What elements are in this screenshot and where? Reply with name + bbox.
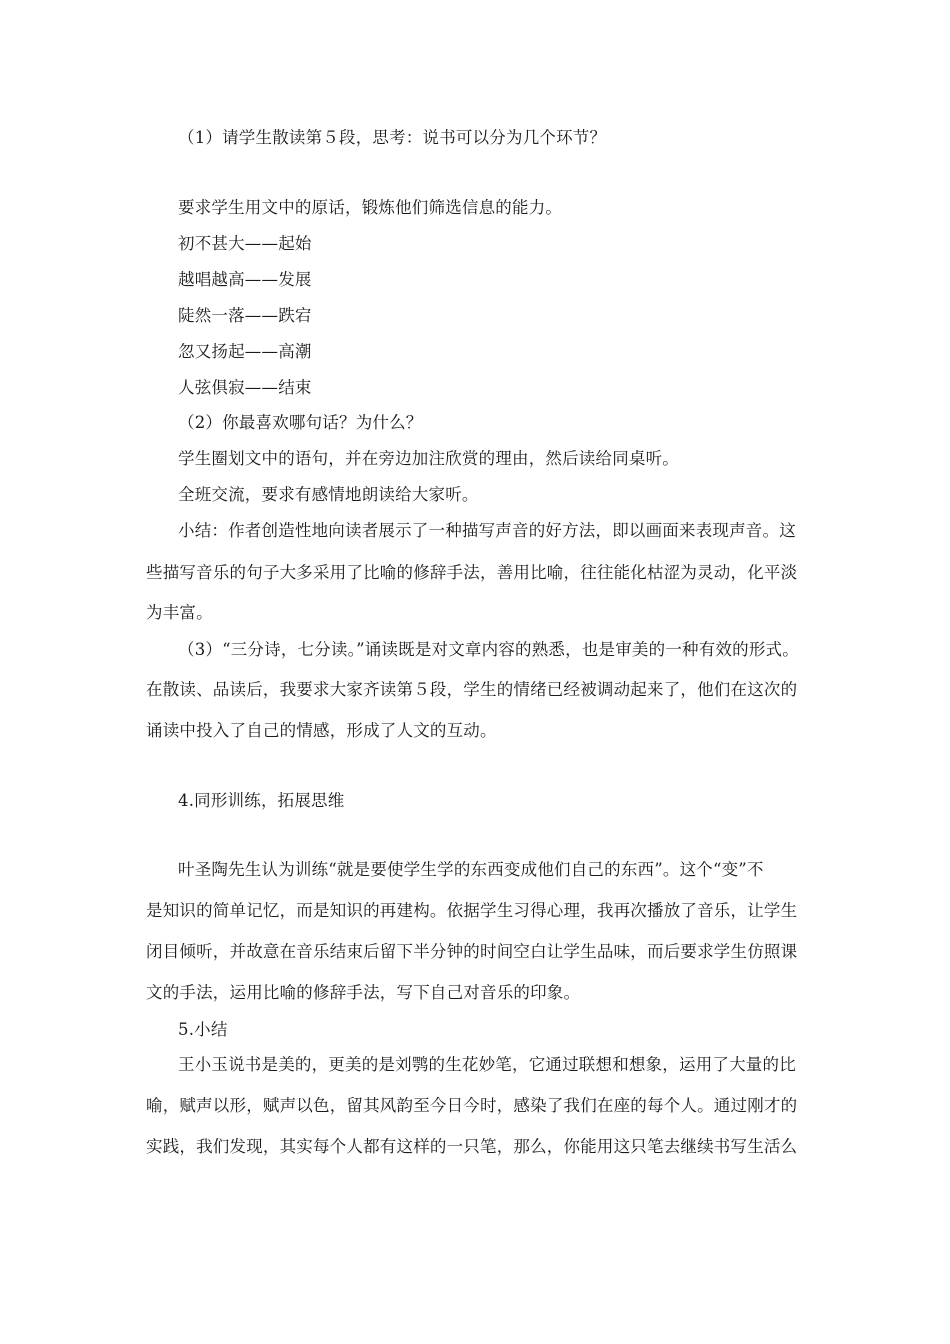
- section-heading-5: 5.小结: [178, 1020, 228, 1039]
- paragraph-line: 要求学生用文中的原话，锻炼他们筛选信息的能力。: [178, 198, 563, 217]
- paragraph-line: 文的手法，运用比喻的修辞手法，写下自己对音乐的印象。: [146, 983, 581, 1002]
- summary-line: 为丰富。: [146, 603, 213, 622]
- paragraph-line: 在散读、品读后，我要求大家齐读第５段，学生的情绪已经被调动起来了，他们在这次的: [146, 680, 798, 699]
- question-2: （2）你最喜欢哪句话？为什么？: [178, 413, 423, 432]
- paragraph-line: 闭目倾听，并故意在音乐结束后留下半分钟的时间空白让学生品味，而后要求学生仿照课: [146, 942, 798, 961]
- paragraph-line: 实践，我们发现，其实每个人都有这样的一只笔，那么，你能用这只笔去继续书写生活么: [146, 1137, 798, 1156]
- list-item: 越唱越高——发展: [178, 270, 312, 289]
- paragraph-line: 诵读中投入了自己的情感，形成了人文的互动。: [146, 721, 497, 740]
- summary-line: 小结：作者创造性地向读者展示了一种描写声音的好方法，即以画面来表现声音。这: [178, 521, 796, 540]
- list-item: 忽又扬起——高潮: [178, 342, 312, 361]
- paragraph-line: 王小玉说书是美的，更美的是刘鹗的生花妙笔，它通过联想和想象，运用了大量的比: [178, 1055, 796, 1074]
- list-item: 陡然一落——跌宕: [178, 306, 312, 325]
- list-item: 初不甚大——起始: [178, 234, 312, 253]
- paragraph-line: 喻，赋声以形，赋声以色，留其风韵至今日今时，感染了我们在座的每个人。通过刚才的: [146, 1096, 798, 1115]
- paragraph-line: 全班交流，要求有感情地朗读给大家听。: [178, 485, 479, 504]
- summary-line: 些描写音乐的句子大多采用了比喻的修辞手法，善用比喻，往往能化枯涩为灵动，化平淡: [146, 563, 798, 582]
- paragraph-line: 学生圈划文中的语句，并在旁边加注欣赏的理由，然后读给同桌听。: [178, 449, 679, 468]
- paragraph-line: 是知识的简单记忆，而是知识的再建构。依据学生习得心理，我再次播放了音乐，让学生: [146, 901, 798, 920]
- section-heading-4: 4.同形训练，拓展思维: [178, 791, 345, 810]
- paragraph-line: 叶圣陶先生认为训练“就是要使学生学的东西变成他们自己的东西”。这个“变”不: [178, 860, 764, 879]
- question-1: （1）请学生散读第５段，思考：说书可以分为几个环节？: [178, 128, 607, 147]
- list-item: 人弦俱寂——结束: [178, 378, 312, 397]
- question-3: （3）“三分诗，七分读。”诵读既是对文章内容的熟悉，也是审美的一种有效的形式。: [178, 640, 799, 659]
